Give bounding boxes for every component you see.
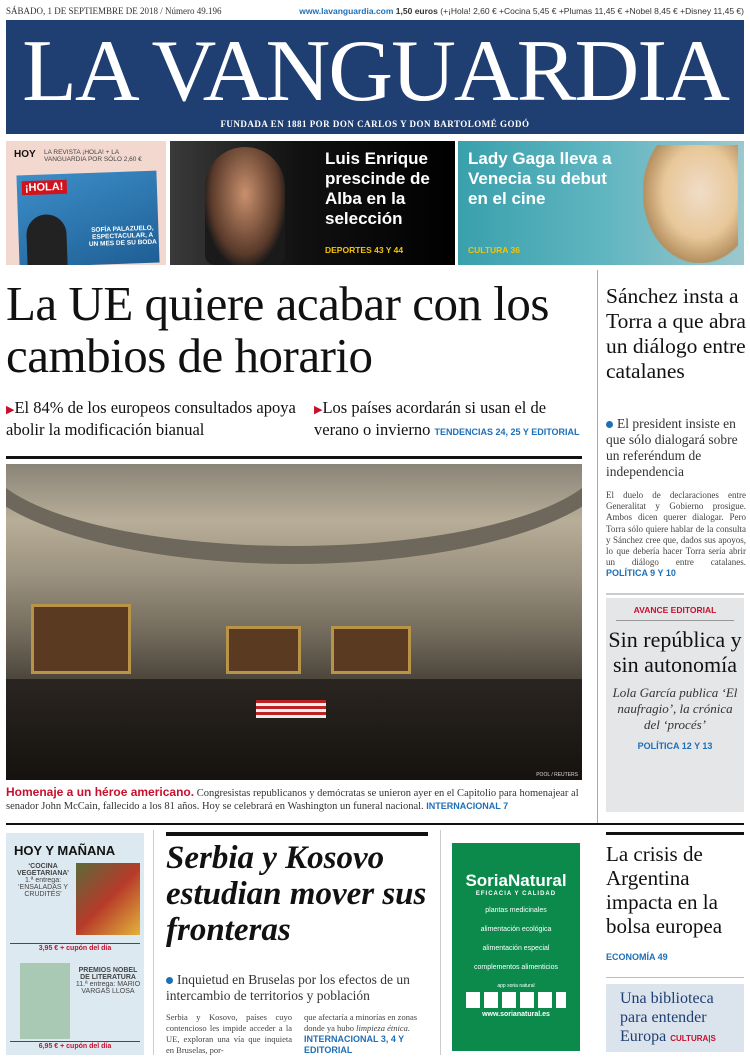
serbia-headline[interactable]: Serbia y Kosovo estudian mover sus fronteras (166, 840, 427, 948)
hola-cover-text: SOFÍA PALAZUELO, ESPECTACULAR, A UN MES DE SU BODA (88, 224, 157, 248)
argentina-headline[interactable]: La crisis de Argentina impacta en la bolsa europea (606, 842, 723, 938)
lead-headline[interactable]: La UE quiere acabar con los cambios de horario (6, 276, 549, 383)
ad-app: app soria natural (497, 983, 535, 989)
editorial-box[interactable] (606, 598, 744, 812)
editorial-sub: Lola García publica ‘El naufragio’, la crónica del ‘procés’ (612, 685, 738, 732)
triangle-icon: ▶ (314, 404, 323, 416)
column-rule (597, 270, 598, 825)
promo-item-1: ‘COCINA VEGETARIANA’ 1.ª entrega: ‘ENSALADAS Y CRUDITÉS’ (17, 863, 69, 898)
divider (606, 593, 744, 595)
ad-brand: SoriaNatural (465, 871, 567, 890)
painting (31, 604, 131, 674)
editorial-label: AVANCE EDITORIAL (633, 605, 717, 615)
gaga-headline: Lady Gaga lleva a Venecia su debut en el cine (468, 149, 612, 208)
serbia-bullet: Inquietud en Bruselas por los efectos de un intercambio de territorios y población (166, 972, 410, 1003)
hola-text: LA REVISTA ¡HOLA! + LA VANGUARDIA POR SÓLO 2,60 € (44, 149, 142, 163)
ad-items: plantas medicinales alimentación ecológica alimentación especial complementos alimenticios (473, 907, 559, 971)
promo-price-1: 3,95 € + cupón del día (38, 945, 112, 952)
sanchez-bullet: El president insiste en que sólo dialogará sobre un referéndum de independencia (606, 416, 738, 479)
enrique-photo (205, 147, 285, 265)
hola-logo: ¡HOLA! (22, 180, 67, 196)
bullet-icon (166, 977, 173, 984)
cover-person (26, 214, 68, 265)
photo-credit: POOL / REUTERS (536, 772, 578, 778)
lead-ref[interactable]: TENDENCIAS 24, 25 Y EDITORIAL (434, 427, 580, 437)
promo-item-2: PREMIOS NOBEL DE LITERATURA 11.ª entrega: MARIO VARGAS LLOSA (75, 967, 141, 995)
flag-casket (256, 700, 326, 718)
triangle-icon: ▶ (6, 404, 15, 416)
argentina-ref[interactable]: ECONOMÍA 49 (606, 952, 668, 962)
masthead (6, 20, 744, 134)
bullet-icon (606, 421, 613, 428)
editorial-headline: Sin república y sin autonomía (608, 627, 742, 677)
capitol-photo (6, 464, 582, 780)
dome-ring (6, 464, 582, 564)
divider (6, 456, 582, 459)
hola-label: HOY (14, 149, 36, 160)
promo-price-2: 6,95 € + cupón del día (38, 1043, 112, 1050)
extras: (+¡Hola! 2,60 € +Cocina 5,45 € +Plumas 11,45 € +Nobel 8,45 € +Disney 11,45 €) (440, 6, 744, 16)
sanchez-body: El duelo de declaraciones entre Generalitat y Gobierno prosigue. Ambos dicen querer dialogar. Pero Torra sólo quiere hablar de la consulta y Sánchez cree que, dados sus apoyos, lo que debería hacer Torra sería abrir un diálogo entre catalanes. POLÍTICA 9 Y 10 (606, 490, 746, 579)
serbia-body-1: Serbia y Kosovo, países cuyo contencioso les impide acceder a la UE, exploran una vía que inquieta en Bruselas, por- (166, 1012, 292, 1055)
divider (166, 832, 428, 836)
price-line (299, 6, 744, 16)
biblioteca-box[interactable]: Una biblioteca para entender Europa CULTURA|S (606, 984, 744, 1052)
photo-caption: Homenaje a un héroe americano. Congresistas republicanos y demócratas se unieron ayer en el Capitolio para homenajear al senador John McCain, fallecido a los 81 años. Hoy se celebrará en Washington un funeral nacional. INTERNACIONAL 7 (6, 785, 579, 812)
sanchez-headline[interactable]: Sánchez insta a Torra a que abra un diálogo entre catalanes (606, 284, 746, 383)
masthead-subtitle: FUNDADA EN 1881 POR DON CARLOS Y DON BARTOLOMÉ GODÓ (220, 119, 530, 129)
nobel-book-cover (20, 963, 70, 1039)
hola-teaser[interactable] (6, 141, 166, 265)
painting (226, 626, 301, 674)
editorial-ref[interactable]: POLÍTICA 12 Y 13 (637, 741, 713, 751)
painting (331, 626, 411, 674)
gaga-ref: CULTURA 36 (468, 245, 520, 255)
gaga-teaser[interactable] (458, 141, 744, 265)
hola-cover (16, 171, 159, 265)
social-icons (466, 992, 566, 1008)
gaga-photo (643, 145, 738, 263)
enrique-teaser[interactable] (170, 141, 455, 265)
divider (606, 832, 744, 835)
ad-url: www.sorianatural.es (482, 1011, 550, 1018)
cookbook-cover (76, 863, 140, 935)
ad-tagline: EFICACIA Y CALIDAD (475, 891, 557, 897)
masthead-title: LA VANGUARDIA (22, 23, 728, 120)
site-url[interactable]: www.lavanguardia.com (299, 6, 394, 16)
promo-box[interactable] (6, 833, 144, 1055)
lead-bullet-2: ▶Los países acordarán si usan el de verano o invierno TENDENCIAS 24, 25 Y EDITORIAL (314, 398, 580, 439)
soria-natural-ad[interactable] (452, 843, 580, 1051)
crowd (6, 679, 582, 780)
date-line: SÁBADO, 1 DE SEPTIEMBRE DE 2018 / Número 49.196 (6, 6, 222, 16)
serbia-body-2: que afectaría a minorías en zonas donde ya hubo limpieza étnica. INTERNACIONAL 3, 4 Y EDITORIAL (304, 1012, 418, 1055)
divider (6, 823, 744, 825)
lead-bullet-1: ▶El 84% de los europeos consultados apoya abolir la modificación bianual (6, 398, 296, 439)
price: 1,50 euros (395, 6, 438, 16)
enrique-headline: Luis Enrique prescinde de Alba en la selección (325, 149, 430, 228)
enrique-ref: DEPORTES 43 Y 44 (325, 245, 404, 255)
promo-title: HOY Y MAÑANA (14, 843, 116, 858)
